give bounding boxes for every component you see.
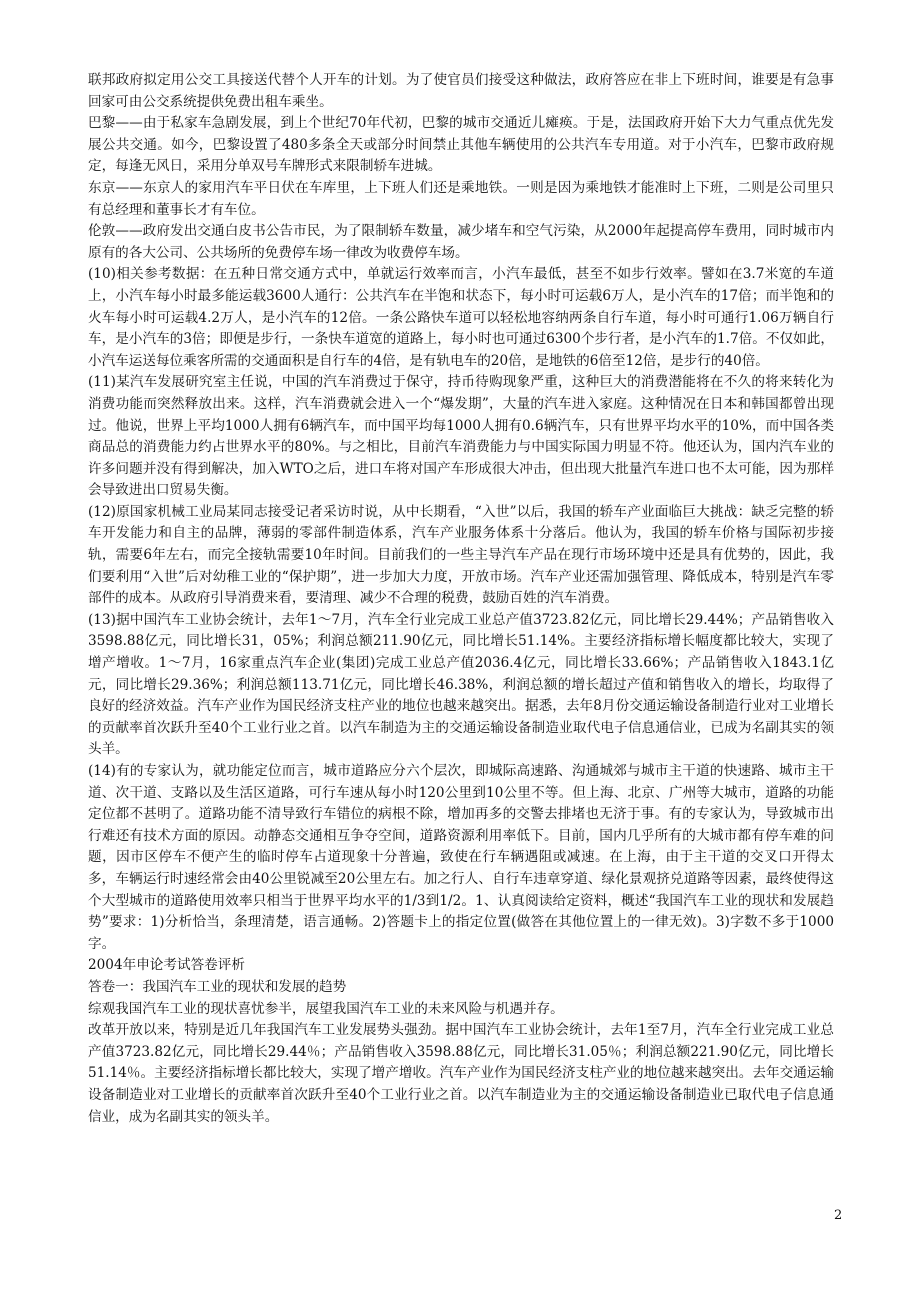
answer-body: 改革开放以来，特别是近几年我国汽车工业发展势头强劲。据中国汽车工业协会统计，去年1至7月，汽车全行业完成工业总产值3723.82亿元，同比增长29.44％；产品销售收入3598.88亿元，同比增长31.05％；利润总额221.90亿元，同比增长51.14％。主要经济指标增长都比较大，实现了增产增收。汽车产业作为国民经济支柱产业的地位越来越突出。去年交通运输设备制造业对工业增长的贡献率首次跃升至40个工业行业之首。以汽车制造业为主的交通运输设备制造业已取代电子信息通信业，成为名副其实的领头羊。 — [88, 1022, 834, 1125]
paragraph-federal-transit: 联邦政府拟定用公交工具接送代替个人开车的计划。为了使官员们接受这种做法，政府答应在非上下班时间，谁要是有急事回家可由公交系统提供免费出租车乘坐。 — [88, 72, 834, 110]
paragraph-tokyo: 东京——东京人的家用汽车平日伏在车库里，上下班人们还是乘地铁。一则是因为乘地铁才能准时上下班，二则是公司里只有总经理和董事长才有车位。 — [88, 179, 834, 218]
paragraph-item-13: (13)据中国汽车工业协会统计，去年1～7月，汽车全行业完成工业总产值3723.82亿元，同比增长29.44%；产品销售收入3598.88亿元，同比增长31，05%；利润总额211.90亿元，同比增长51.14%。主要经济指标增长幅度都比较大，实现了增产增收。1～7月，16家重点汽车企业(集团)完成工业总产值2036.4亿元，同比增长33.66%；产品销售收入1843.1亿元，同比增长29.36%；利润总额113.71亿元，同比增长46.38%，利润总额的增长超过产值和销售收入的增长，均取得了良好的经济效益。汽车产业作为国民经济支柱产业的地位也越来越突出。据悉，去年8月份交通运输设备制造行业对工业增长的贡献率首次跃升至40个工业行业之首。以汽车制造为主的交通运输设备制造业取代电子信息通信业，已成为名副其实的领头羊。 — [88, 611, 834, 758]
page-number: 2 — [834, 1208, 843, 1223]
answer-intro: 综观我国汽车工业的现状喜忧参半，展望我国汽车工业的未来风险与机遇并存。 — [88, 1000, 564, 1017]
section-heading: 2004年申论考试答卷评析 — [88, 957, 245, 974]
paragraph-item-10: (10)相关参考数据：在五种日常交通方式中，单就运行效率而言，小汽车最低，甚至不如步行效率。譬如在3.7米宽的车道上，小汽车每小时最多能运载3600人通行：公共汽车在半饱和状态下，每小时可运载6万人，是小汽车的17倍；而半饱和的火车每小时可运载4.2万人，是小汽车的12倍。一条公路快车道可以轻松地容纳两条自行车道，每小时可通行1.06万辆自行车，是小汽车的3倍；即便是步行，一条快车道宽的道路上，每小时也可通过6300个步行者，是小汽车的1.7倍。不仅如此，小汽车运送每位乘客所需的交通面积是自行车的4倍，是有轨电车的20倍，是地铁的6倍至12倍，是步行的40倍。 — [88, 266, 834, 369]
paragraph-paris: 巴黎——由于私家车急剧发展，到上个世纪70年代初，巴黎的城市交通近儿瘫痪。于是，法国政府开始下大力气重点优先发展公共交通。如今，巴黎设置了480多条全天或部分时间禁止其他车辆使用的公共汽车专用道。对于小汽车，巴黎市政府规定，每逢无风日，采用分单双号车牌形式来限制轿车进城。 — [88, 115, 834, 175]
document-body — [88, 70, 834, 1128]
paragraph-item-11: (11)某汽车发展研究室主任说，中国的汽车消费过于保守，持币待购现象严重，这种巨大的消费潜能将在不久的将来转化为消费功能而突然释放出来。这样，汽车消费就会进入一个“爆发期”，大量的汽车进入家庭。这种情况在日本和韩国都曾出现过。他说，世界上平均1000人拥有6辆汽车，而中国平均每1000人拥有0.6辆汽车，只有世界平均水平的10%，而中国各类商品总的消费能力约占世界水平的80%。与之相比，目前汽车消费能力与中国实际国力明显不符。他还认为，国内汽车业的许多问题并没有得到解决，加入WTO之后，进口车将对国产车形成很大冲击，但出现大批量汽车进口也不太可能，因为那样会导致进出口贸易失衡。 — [88, 374, 834, 499]
paragraph-london: 伦敦——政府发出交通白皮书公告市民，为了限制轿车数量，减少堵车和空气污染，从2000年起提高停车费用，同时城市内原有的各大公司、公共场所的免费停车场一律改为收费停车场。 — [88, 223, 834, 261]
paragraph-item-12: (12)原国家机械工业局某同志接受记者采访时说，从中长期看，“入世”以后，我国的轿车产业面临巨大挑战：缺乏完整的轿车开发能力和自主的品牌，薄弱的零部件制造体系，汽车产业服务体系十分落后。他认为，我国的轿车价格与国际初步接轨，需要6年左右，而完全接轨需要10年时间。目前我们的一些主导汽车产品在现行市场环境中还是具有优势的，因此，我们要利用“入世”后对幼稚工业的“保护期”，进一步加大力度，开放市场。汽车产业还需加强管理、降低成本，特别是汽车零部件的成本。从政府引导消费来看，要清理、减少不合理的税费，鼓励百姓的汽车消费。 — [88, 503, 834, 607]
answer-title: 答卷一：我国汽车工业的现状和发展的趋势 — [88, 978, 347, 995]
paragraph-item-14: (14)有的专家认为，就功能定位而言，城市道路应分六个层次，即城际高速路、沟通城郊与城市主干道的快速路、城市主干道、次干道、支路以及生活区道路，可行车速从每小时120公里到10公里不等。但上海、北京、广州等大城市，道路的功能定位都不甚明了。道路功能不清导致行车错位的病根不除，增加再多的交警去排堵也无济于事。有的专家认为，导致城市出行难还有技术方面的原因。动静态交通相互争夺空间，道路资源利用率低下。目前，国内几乎所有的大城市都有停车难的问题，因市区停车不便产生的临时停车占道现象十分普遍，致使在行车辆遇阻或减速。在上海，由于主干道的交叉口开得太多，车辆运行时速经常会由40公里锐减至20公里左右。加之行人、自行车违章穿道、绿化景观挤兑道路等因素，最终使得这个大型城市的道路使用效率只相当于世界平均水平的1/3到1/2。1、认真阅读给定资料，概述“我国汽车工业的现状和发展趋势”要求：1)分析恰当，条理清楚，语言通畅。2)答题卡上的指定位置(做答在其他位置上的一律无效)。3)字数不多于1000字。 — [88, 763, 834, 952]
